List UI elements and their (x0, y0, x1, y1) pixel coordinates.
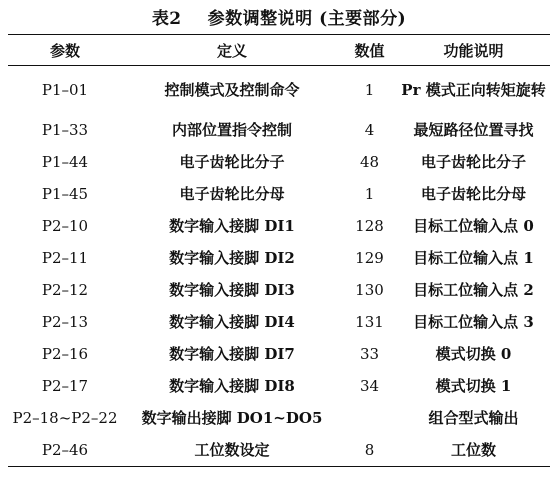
table-row (8, 338, 550, 370)
param-cell: P2–17 (41, 377, 89, 395)
table-row (8, 402, 550, 434)
table-caption (0, 4, 558, 29)
table-row (8, 114, 550, 146)
value-cell: 1 (364, 185, 375, 203)
function-cell: Pr 模式正向转矩旋转 (401, 81, 546, 99)
param-cell: P2–13 (41, 313, 89, 331)
table-row (8, 434, 550, 467)
header-param: 参数 (49, 41, 80, 60)
definition-cell: 电子齿轮比分子 (179, 153, 285, 171)
table-row (8, 274, 550, 306)
table-row (8, 178, 550, 210)
param-cell: P2–10 (41, 217, 89, 235)
header-definition: 定义 (216, 41, 247, 60)
table-row (8, 66, 550, 115)
definition-cell: 数字输入接脚 DI3 (169, 281, 295, 299)
function-cell: 模式切换 0 (435, 345, 512, 363)
param-cell: P2–46 (41, 441, 89, 459)
function-cell: 目标工位输入点 3 (413, 313, 534, 331)
definition-cell: 数字输入接脚 DI1 (169, 217, 295, 235)
table-row (8, 370, 550, 402)
value-cell: 129 (355, 249, 384, 267)
value-cell: 130 (355, 281, 384, 299)
function-cell: 目标工位输入点 2 (413, 281, 534, 299)
function-cell: 组合型式输出 (428, 409, 519, 427)
value-cell: 131 (355, 313, 384, 331)
header-value: 数值 (354, 41, 385, 60)
value-cell: 8 (364, 441, 375, 459)
table-row (8, 210, 550, 242)
table-title: 参数调整说明 (主要部分) (207, 9, 407, 29)
parameter-table (8, 34, 550, 467)
definition-cell: 电子齿轮比分母 (179, 185, 285, 203)
value-cell (342, 402, 397, 434)
value-cell: 48 (359, 153, 380, 171)
definition-cell: 数字输入接脚 DI2 (169, 249, 295, 267)
param-cell: P1–01 (41, 81, 89, 99)
header-row (8, 35, 550, 66)
param-cell: P2–16 (41, 345, 89, 363)
definition-cell: 内部位置指令控制 (171, 121, 292, 139)
function-cell: 工位数 (450, 441, 496, 459)
value-cell: 1 (364, 81, 375, 99)
function-cell: 电子齿轮比分母 (420, 185, 526, 203)
param-cell: P2–11 (41, 249, 89, 267)
definition-cell: 工位数设定 (194, 441, 270, 459)
definition-cell: 控制模式及控制命令 (164, 81, 300, 99)
param-cell: P1–45 (41, 185, 89, 203)
function-cell: 最短路径位置寻找 (413, 121, 534, 139)
table-row (8, 146, 550, 178)
definition-cell: 数字输入接脚 DI4 (169, 313, 295, 331)
header-function: 功能说明 (443, 41, 504, 60)
param-cell: P1–33 (41, 121, 89, 139)
param-cell: P2–12 (41, 281, 89, 299)
function-cell: 模式切换 1 (435, 377, 512, 395)
definition-cell: 数字输出接脚 DO1~DO5 (141, 409, 323, 427)
table-row (8, 306, 550, 338)
value-cell: 34 (359, 377, 380, 395)
function-cell: 电子齿轮比分子 (420, 153, 526, 171)
function-cell: 目标工位输入点 1 (413, 249, 534, 267)
table-number: 表2 (151, 9, 182, 29)
definition-cell: 数字输入接脚 DI8 (169, 377, 295, 395)
function-cell: 目标工位输入点 0 (413, 217, 534, 235)
param-cell: P2–18~P2–22 (12, 409, 118, 427)
value-cell: 128 (355, 217, 384, 235)
definition-cell: 数字输入接脚 DI7 (169, 345, 295, 363)
value-cell: 4 (364, 121, 375, 139)
table-row (8, 242, 550, 274)
value-cell: 33 (359, 345, 380, 363)
param-cell: P1–44 (41, 153, 89, 171)
